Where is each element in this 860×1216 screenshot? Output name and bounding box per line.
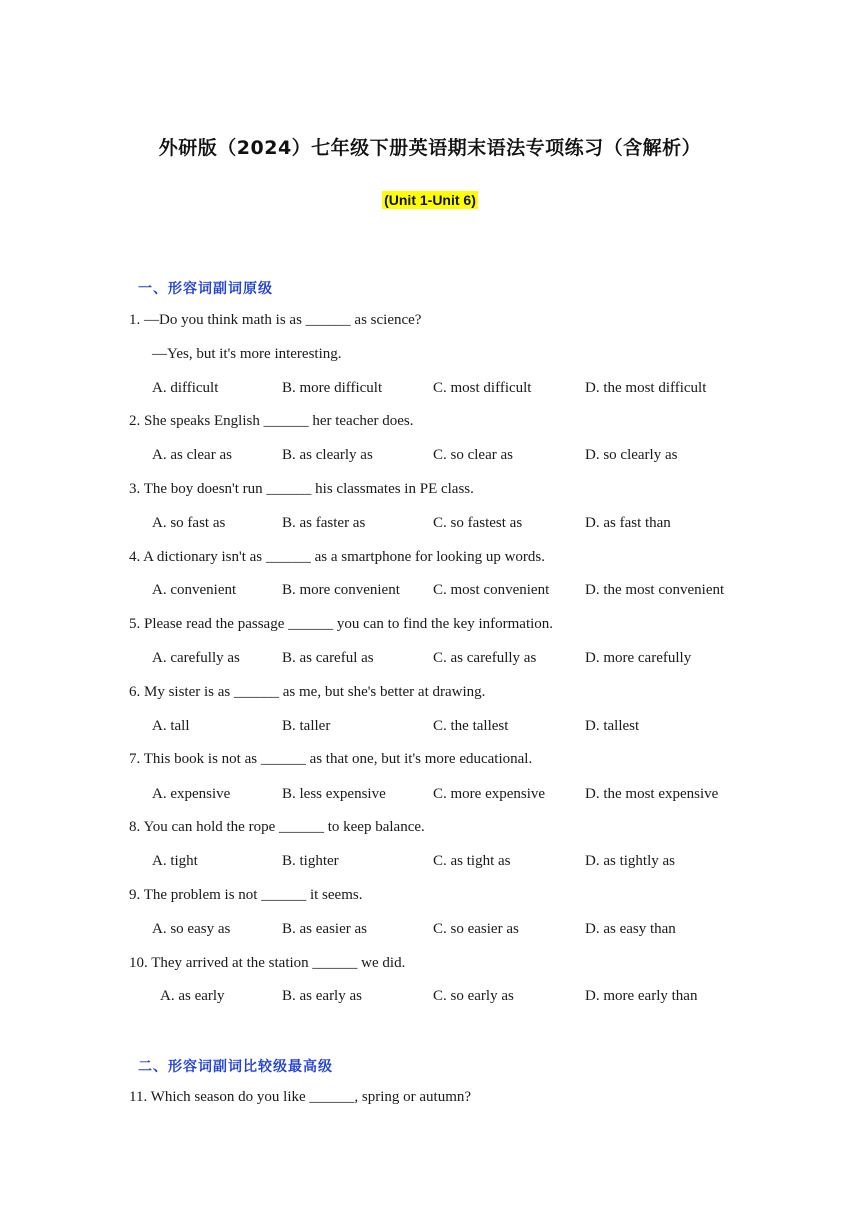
option-d[interactable]: D. so clearly as <box>585 447 678 463</box>
option-a[interactable]: A. expensive <box>152 786 231 802</box>
option-d[interactable]: D. more carefully <box>585 650 692 666</box>
option-c[interactable]: C. most convenient <box>433 582 550 598</box>
option-a[interactable]: A. as early <box>160 988 225 1004</box>
option-d[interactable]: D. tallest <box>585 718 640 734</box>
question-reply: —Yes, but it's more interesting. <box>152 346 342 362</box>
question-stem: 9. The problem is not ______ it seems. <box>129 887 363 903</box>
option-c[interactable]: C. more expensive <box>433 786 546 802</box>
option-b[interactable]: B. as clearly as <box>282 447 373 463</box>
option-b[interactable]: B. as early as <box>282 988 362 1004</box>
option-b[interactable]: B. as faster as <box>282 515 366 531</box>
option-b[interactable]: B. less expensive <box>282 786 386 802</box>
option-b[interactable]: B. more difficult <box>282 380 383 396</box>
option-d[interactable]: D. as tightly as <box>585 853 675 869</box>
question-stem: 4. A dictionary isn't as ______ as a smartphone for looking up words. <box>129 549 545 565</box>
option-d[interactable]: D. the most convenient <box>585 582 725 598</box>
option-c[interactable]: C. so easier as <box>433 921 519 937</box>
option-d[interactable]: D. the most expensive <box>585 786 719 802</box>
question-stem: 1. —Do you think math is as ______ as science? <box>129 312 422 328</box>
question-stem: 8. You can hold the rope ______ to keep balance. <box>129 819 425 835</box>
question-stem: 11. Which season do you like ______, spring or autumn? <box>129 1089 472 1105</box>
option-a[interactable]: A. so easy as <box>152 921 231 937</box>
option-b[interactable]: B. tighter <box>282 853 339 869</box>
option-a[interactable]: A. tall <box>152 718 190 734</box>
question-stem: 2. She speaks English ______ her teacher does. <box>129 413 414 429</box>
option-b[interactable]: B. more convenient <box>282 582 400 598</box>
option-b[interactable]: B. as easier as <box>282 921 367 937</box>
option-b[interactable]: B. as careful as <box>282 650 374 666</box>
subtitle-wrap <box>0 191 860 210</box>
question-stem: 6. My sister is as ______ as me, but she's better at drawing. <box>129 684 486 700</box>
question-stem: 3. The boy doesn't run ______ his classmates in PE class. <box>129 481 474 497</box>
question-stem: 5. Please read the passage ______ you can to find the key information. <box>129 616 554 632</box>
option-a[interactable]: A. so fast as <box>152 515 226 531</box>
option-a[interactable]: A. as clear as <box>152 447 232 463</box>
option-c[interactable]: C. so fastest as <box>433 515 523 531</box>
option-b[interactable]: B. taller <box>282 718 331 734</box>
option-c[interactable]: C. as tight as <box>433 853 511 869</box>
question-stem: 10. They arrived at the station ______ we did. <box>129 955 406 971</box>
option-a[interactable]: A. difficult <box>152 380 219 396</box>
option-a[interactable]: A. carefully as <box>152 650 240 666</box>
option-d[interactable]: D. as fast than <box>585 515 671 531</box>
option-d[interactable]: D. more early than <box>585 988 698 1004</box>
option-c[interactable]: C. so clear as <box>433 447 513 463</box>
option-c[interactable]: C. most difficult <box>433 380 532 396</box>
option-c[interactable]: C. the tallest <box>433 718 509 734</box>
option-c[interactable]: C. as carefully as <box>433 650 537 666</box>
option-a[interactable]: A. convenient <box>152 582 237 598</box>
subtitle: (Unit 1-Unit 6) <box>384 192 476 208</box>
question-stem: 7. This book is not as ______ as that one, but it's more educational. <box>129 751 533 767</box>
section-heading-2: 二、形容词副词比较级最高级 <box>138 1059 333 1075</box>
option-d[interactable]: D. as easy than <box>585 921 676 937</box>
page-title: 外研版（2024）七年级下册英语期末语法专项练习（含解析） <box>158 137 702 159</box>
section-heading-1: 一、形容词副词原级 <box>138 281 273 297</box>
option-c[interactable]: C. so early as <box>433 988 514 1004</box>
option-a[interactable]: A. tight <box>152 853 198 869</box>
option-d[interactable]: D. the most difficult <box>585 380 707 396</box>
